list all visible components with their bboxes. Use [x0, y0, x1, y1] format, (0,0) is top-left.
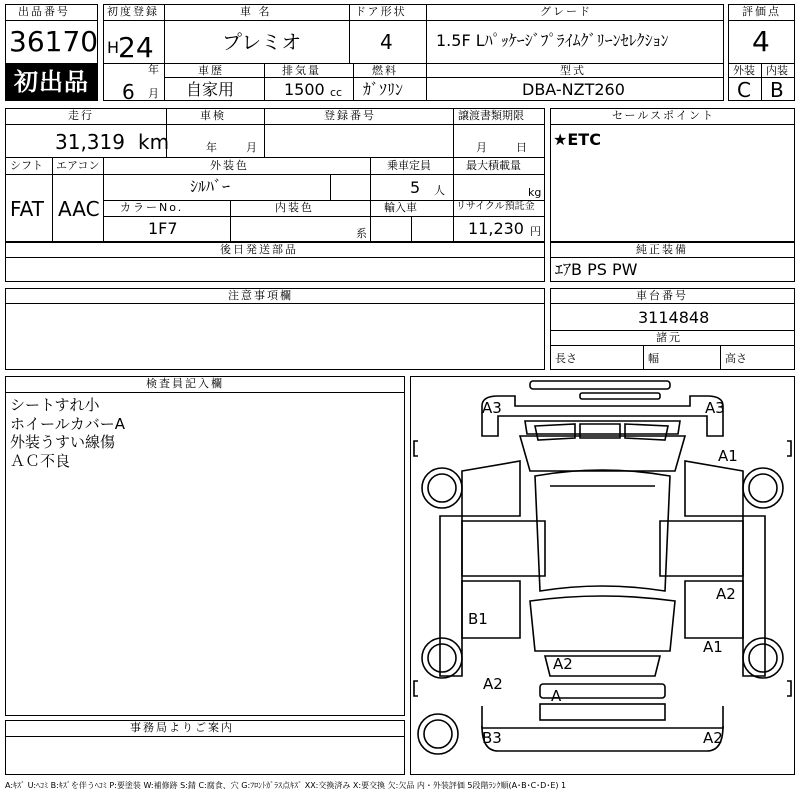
history: 自家用	[186, 80, 235, 99]
mileage: 31,319	[55, 130, 125, 154]
equipment-label: 純正装備	[636, 243, 688, 256]
color-label: 外装色	[210, 159, 249, 172]
damage-mark: A2	[483, 675, 503, 693]
sales-point-box	[550, 108, 795, 242]
inspector-note-3: 外装うすい線傷	[10, 433, 116, 451]
inspection-year-unit: 年	[206, 141, 217, 154]
office-label: 事務局よりご案内	[130, 721, 234, 734]
damage-mark: B1	[468, 610, 488, 628]
inspection-month-unit: 月	[246, 141, 257, 154]
legend: A:ｷｽﾞ U:ﾍｺﾐ B:ｷｽﾞを伴うﾍｺﾐ P:要塗装 W:補修跡 S:錆 C:腐食、穴 G:ﾌﾛﾝﾄｶﾞﾗｽ点ｷｽﾞ XX:交換済み X:要交換 欠:欠品 内・外装評価 5段階ﾗﾝｸ順(A･B･C･D･E) 1	[5, 781, 567, 790]
height-label: 高さ	[725, 352, 747, 365]
score-label: 評価点	[742, 5, 781, 18]
history-label: 車歴	[198, 64, 224, 77]
interior-grade: B	[770, 78, 784, 102]
registration-number-label: 登録番号	[324, 109, 376, 122]
damage-mark: B3	[482, 729, 502, 747]
cc-unit: cc	[330, 86, 343, 99]
exterior-grade: C	[737, 78, 751, 102]
exterior-label: 外装	[733, 64, 755, 77]
fuel-label: 燃料	[372, 64, 398, 77]
first-listing-badge: 初出品	[6, 63, 97, 100]
door-count: 4	[380, 30, 393, 54]
registration-label: 初度登録	[107, 5, 159, 18]
inspection-label: 車検	[200, 109, 226, 122]
grade-label: グレード	[540, 5, 592, 18]
fuel: ｶﾞｿﾘﾝ	[363, 80, 404, 99]
yen-unit: 円	[530, 225, 541, 238]
damage-mark: A3	[482, 399, 502, 417]
recycle-label: リサイクル預託金	[456, 201, 535, 212]
series-unit: 系	[356, 227, 367, 240]
inspector-note-4: ＡＣ不良	[10, 452, 71, 470]
later-parts-label: 後日発送部品	[220, 243, 298, 256]
color-number: 1F7	[148, 219, 178, 238]
import-label: 輸入車	[384, 201, 417, 214]
lot-label: 出品番号	[18, 5, 70, 18]
displacement-label: 排気量	[282, 64, 321, 77]
color-number-label: カラーNo.	[120, 201, 184, 214]
sales-point: ★ETC	[553, 130, 601, 149]
aircon: AAC	[58, 197, 100, 221]
shift: FAT	[10, 197, 45, 221]
exterior-color: ｼﾙﾊﾞｰ	[190, 177, 231, 196]
capacity-label: 乗車定員	[387, 159, 431, 172]
overall-score: 4	[752, 25, 770, 58]
sales-point-label: セールスポイント	[612, 109, 716, 122]
damage-mark: A1	[718, 447, 738, 465]
transfer-day-unit: 日	[516, 141, 527, 154]
width-label: 幅	[648, 352, 659, 365]
inspector-note-2: ホイールカバーA	[10, 415, 125, 433]
model-label: 型式	[560, 64, 586, 77]
interior-color-label: 内装色	[275, 201, 314, 214]
registration-year: 24	[118, 31, 154, 64]
lot-number: 36170	[9, 25, 99, 58]
transfer-deadline-label: 譲渡書類期限	[458, 109, 524, 122]
damage-mark: A	[551, 687, 562, 705]
car-name-label: 車 名	[240, 5, 272, 18]
registration-month: 6	[122, 80, 135, 104]
era: H	[107, 38, 120, 57]
max-load-label: 最大積載量	[466, 159, 521, 172]
person-unit: 人	[434, 184, 445, 197]
damage-mark: A1	[703, 638, 723, 656]
car-name: プレミオ	[222, 30, 302, 54]
damage-mark: A2	[703, 729, 723, 747]
damage-mark: A2	[553, 655, 573, 673]
shift-label: シフト	[10, 159, 43, 172]
capacity: 5	[410, 178, 421, 197]
damage-mark: A2	[716, 585, 736, 603]
interior-label: 内装	[766, 64, 788, 77]
chassis-number: 3114848	[638, 308, 710, 327]
length-label: 長さ	[555, 352, 577, 365]
door-label: ドア形状	[355, 5, 407, 18]
year-unit: 年	[148, 63, 159, 76]
mileage-label: 走行	[68, 109, 94, 122]
recycle-fee: 11,230	[468, 219, 524, 238]
model-code: DBA-NZT260	[522, 80, 625, 99]
kg-unit: kg	[528, 186, 542, 199]
caution-label: 注意事項欄	[228, 289, 293, 302]
km-unit: km	[138, 130, 170, 154]
chassis-label: 車台番号	[636, 289, 688, 302]
inspector-note-1: シートすれ小	[10, 396, 100, 414]
transfer-month-unit: 月	[476, 141, 487, 154]
month-unit: 月	[148, 87, 159, 100]
displacement: 1500	[284, 80, 325, 99]
dimensions-label: 諸元	[656, 331, 682, 344]
grade: 1.5F Lﾊﾟｯｹｰｼﾞﾌﾟﾗｲﾑｸﾞﾘｰﾝｾﾚｸｼｮﾝ	[436, 31, 669, 50]
equipment: ｴｱB PS PW	[555, 260, 638, 279]
car-outline-diagram	[410, 376, 795, 775]
inspector-label: 検査員記入欄	[146, 377, 224, 390]
aircon-label: エアコン	[56, 159, 100, 172]
damage-mark: A3	[705, 399, 725, 417]
vehicle-info-box	[5, 108, 545, 242]
